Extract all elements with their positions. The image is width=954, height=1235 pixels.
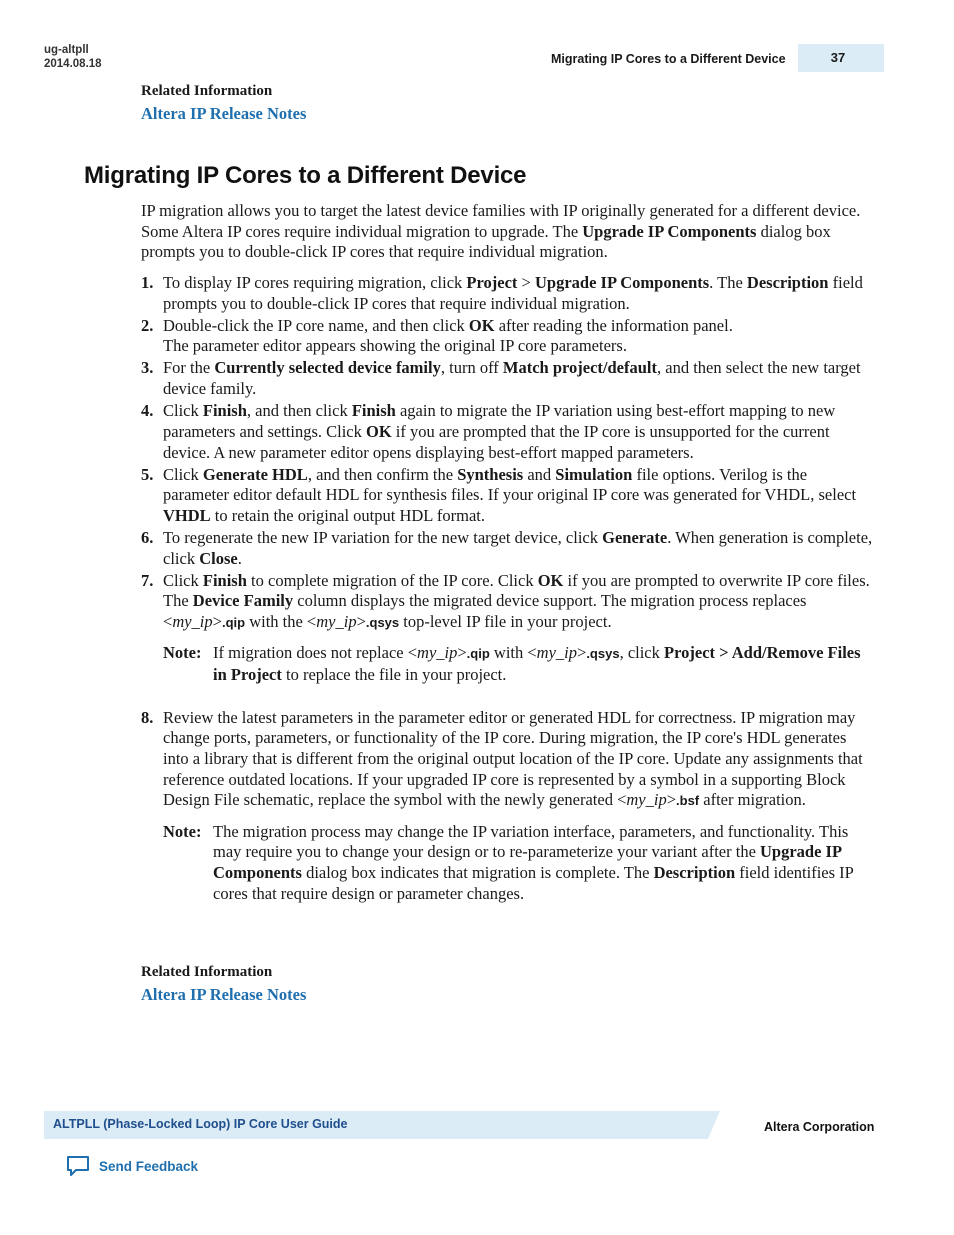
italic-term: my_ip (417, 643, 458, 663)
bold-term: Project > Add/Remove Files in Project (213, 643, 861, 684)
step-number: 7. (141, 570, 154, 590)
text-run: to retain the original output HDL format. (210, 505, 485, 525)
text-run: > (666, 790, 677, 810)
related-information-heading-bottom: Related Information (141, 964, 273, 980)
list-item (141, 316, 873, 357)
step-number: 8. (141, 707, 154, 727)
list-item (141, 528, 873, 569)
text-run: column displays the migrated device support. The migration process replaces < (163, 591, 807, 632)
list-item (141, 401, 873, 463)
list-item (141, 708, 873, 905)
footer-guide-title: ALTPLL (Phase-Locked Loop) IP Core User Guide (53, 1117, 348, 1131)
text-run: IP migration allows you to target the latest device families with IP originally generated for a different device. Some Altera IP cores require individual migration to upgrade. The (141, 201, 861, 241)
bold-term: Close (199, 548, 238, 568)
text-run: > (212, 612, 222, 632)
intro-paragraph (141, 201, 873, 263)
note-label: Note: (163, 821, 202, 841)
step-text (163, 401, 873, 463)
text-run: Click (163, 464, 203, 484)
text-run: field prompts you to double-click IP cores that require individual migration. (163, 273, 863, 313)
bold-term: Finish (202, 401, 247, 421)
bold-term: VHDL (163, 505, 211, 525)
bold-term: Upgrade IP Components (534, 273, 710, 292)
document-id: ug-altpll (44, 44, 89, 56)
bold-term: Upgrade IP Components (213, 842, 842, 883)
file-extension: .qip (221, 615, 246, 631)
file-extension: .qsys (586, 646, 620, 662)
bold-term: Description (746, 273, 829, 292)
step-number: 4. (141, 401, 154, 421)
bold-term: Device Family (192, 591, 294, 611)
send-feedback-button[interactable] (66, 1155, 198, 1177)
text-run: To regenerate the new IP variation for the new target device, click (163, 527, 603, 547)
step-number: 2. (141, 315, 154, 335)
text-run: field identifies IP cores that require design or parameter changes. (213, 863, 854, 903)
running-header-title: Migrating IP Cores to a Different Device (551, 52, 786, 66)
page-number: 37 (798, 44, 884, 72)
send-feedback-label: Send Feedback (99, 1158, 199, 1174)
list-item (141, 358, 873, 399)
text-run: Click (163, 570, 203, 590)
text-run: . When generation is complete, click (163, 527, 873, 568)
text-run: if you are prompted that the IP core is unsupported for the current device. A new parameter editor opens displaying best-effort mapped parameters. (163, 421, 830, 462)
step-text (163, 316, 873, 357)
step-text (163, 358, 873, 399)
note-text (213, 822, 873, 905)
bold-term: Description (653, 863, 736, 883)
text-run: Double-click the IP core name, and then click (163, 315, 469, 335)
bold-term: Finish (351, 401, 396, 421)
text-run: dialog box indicates that migration is complete. The (301, 863, 654, 883)
note-label: Note: (163, 643, 202, 663)
bold-term: Match project/default (502, 358, 658, 378)
text-run: , click (619, 643, 665, 663)
text-run: if you are prompted to overwrite IP core files. The (163, 570, 870, 611)
altera-ip-release-notes-link-bottom[interactable]: Altera IP Release Notes (141, 985, 307, 1004)
text-run: > (517, 273, 535, 292)
text-run: with < (489, 643, 537, 663)
text-run: > (457, 643, 467, 663)
document-date: 2014.08.18 (44, 58, 102, 70)
step-text (163, 465, 873, 527)
text-run: , and then select the new target device family. (163, 358, 861, 399)
note-block (163, 643, 873, 685)
list-item (141, 273, 873, 314)
text-run: , and then click (246, 401, 352, 421)
text-run: top-level IP file in your project. (399, 612, 612, 632)
text-run: > (577, 643, 587, 663)
bold-term: Project (466, 273, 518, 292)
text-run: with the < (245, 612, 317, 632)
step-number: 1. (141, 273, 154, 292)
list-item (141, 465, 873, 527)
file-extension: .qsys (365, 615, 400, 631)
section-title: Migrating IP Cores to a Different Device (84, 162, 527, 189)
note-text (213, 643, 873, 685)
step-text (163, 528, 873, 569)
bold-term: Synthesis (457, 464, 524, 484)
bold-term: OK (537, 570, 564, 590)
italic-term: my_ip (536, 643, 577, 663)
step-text (163, 708, 873, 813)
bold-term: Simulation (555, 464, 633, 484)
italic-term: my_ip (172, 612, 213, 632)
step-number: 5. (141, 464, 154, 484)
text-run: after reading the information panel. (494, 315, 733, 335)
note-block (163, 822, 873, 905)
text-run: Review the latest parameters in the parameter editor or generated HDL for correctness. IP migration may change ports, parameters, or functionality of the IP core. During migration, the IP core's HDL generates into a library that is different from the original output location of the IP core. Update any assignments that reference outdated locations. If your upgraded IP core is represented by a symbol in a supporting Block Design File schematic, replace the symbol with the newly generated < (163, 707, 863, 810)
text-run: , turn off (440, 358, 503, 378)
bold-term: Currently selected device family (214, 358, 441, 378)
text-run: to complete migration of the IP core. Click (246, 570, 538, 590)
italic-term: my_ip (626, 790, 667, 810)
altera-ip-release-notes-link[interactable]: Altera IP Release Notes (141, 104, 307, 123)
text-run: To display IP cores requiring migration, click (163, 273, 467, 292)
bold-term: OK (366, 421, 392, 441)
bold-term: Generate HDL (202, 464, 308, 484)
step-number: 6. (141, 527, 154, 547)
step-number: 3. (141, 358, 154, 378)
step-text (163, 273, 873, 314)
italic-term: my_ip (316, 612, 357, 632)
list-item (141, 571, 873, 686)
migration-steps-list (141, 273, 873, 926)
bold-term: Finish (202, 570, 247, 590)
text-run: . (237, 548, 242, 568)
document-id-block (44, 43, 102, 71)
text-run: to replace the file in your project. (281, 664, 507, 684)
bold-term: Generate (602, 527, 668, 547)
text-run: Click (163, 401, 203, 421)
text-run: file options. Verilog is the parameter editor default HDL for synthesis files. If your original IP core was generated for VHDL, select (163, 464, 857, 505)
step-text (163, 571, 873, 634)
text-run: and (523, 464, 556, 484)
bold-term: Upgrade IP Components (582, 221, 757, 241)
file-extension: .qip (466, 646, 490, 662)
file-extension: .bsf (676, 793, 700, 809)
text-run: For the (163, 358, 215, 378)
text-run: If migration does not replace < (213, 643, 418, 663)
text-run: again to migrate the IP variation using best-effort mapping to new parameters and settings. Click (163, 401, 836, 441)
text-run: , and then confirm the (307, 464, 458, 484)
text-run: The migration process may change the IP variation interface, parameters, and functionality. This may require you to change your design or to re-parameterize your variant after the (213, 821, 849, 862)
related-information-heading: Related Information (141, 83, 273, 99)
speech-bubble-icon (66, 1155, 90, 1177)
text-run: > (356, 612, 366, 632)
text-run: after migration. (699, 790, 806, 810)
footer-company: Altera Corporation (764, 1120, 875, 1134)
text-run: dialog box prompts you to double-click IP cores that require individual migration. (141, 221, 831, 262)
text-run: The parameter editor appears showing the original IP core parameters. (163, 336, 627, 356)
text-run: . The (709, 273, 747, 292)
bold-term: OK (468, 315, 495, 335)
